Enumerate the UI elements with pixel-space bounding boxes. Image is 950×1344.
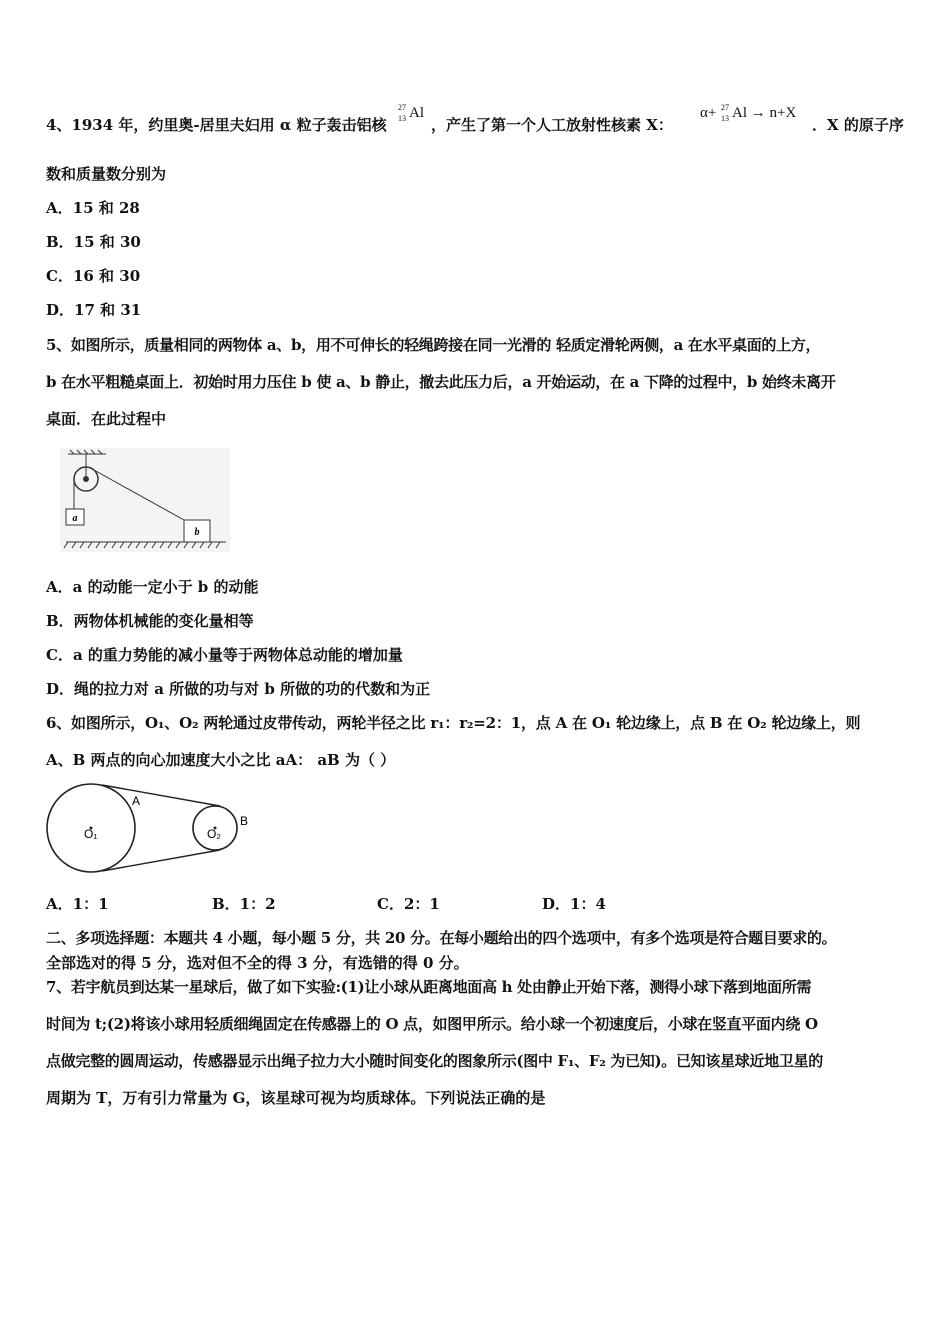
q4-option-c: C．16 和 30: [46, 267, 141, 285]
pulley-axle: [83, 476, 89, 482]
q6-stem-line2: A、B 两点的向心加速度大小之比 aA： aB 为（ ）: [46, 751, 396, 769]
nucleus-charge: 13: [398, 114, 406, 123]
q5-option-d: D．绳的拉力对 a 所做的功与对 b 所做的功的代数和为正: [46, 680, 431, 698]
q5-stem-line1: 5、如图所示，质量相同的两物体 a、b，用不可伸长的轻绳跨接在同一光滑的 轻质定滑轮两侧，a 在水平桌面的上方，: [46, 336, 821, 354]
label-point-b: B: [240, 814, 249, 828]
q6-option-a: A．1：1: [46, 895, 109, 913]
q6-option-b: B．1：2: [212, 895, 276, 913]
section2-line1: 二、多项选择题：本题共 4 小题，每小题 5 分，共 20 分。在每小题给出的四个选项中，有多个选项是符合题目要求的。: [46, 929, 837, 947]
q4-stem-part1: 4、1934 年，约里奥-居里夫妇用 α 粒子轰击铝核: [46, 116, 387, 134]
q7-line1: 7、若宇航员到达某一星球后，做了如下实验:(1)让小球从距离地面高 h 处由静止开始下落，测得小球下落到地面所需: [46, 978, 812, 996]
q4-stem-line1: [46, 115, 387, 135]
q4-option-a: A．15 和 28: [46, 199, 140, 217]
q7-line4: 周期为 T，万有引力常量为 G，该星球可视为均质球体。下列说法正确的是: [46, 1089, 546, 1107]
q4-stem-part2: ，产生了第一个人工放射性核素 X：: [431, 116, 673, 134]
q4-stem-part3: ．X 的原子序: [812, 116, 904, 134]
q4-option-b: B．15 和 30: [46, 233, 141, 251]
reaction-mass: 27: [721, 103, 729, 112]
q7-line3: 点做完整的圆周运动，传感器显示出绳子拉力大小随时间变化的图象所示(图中 F₁、F₂ 为已知)。已知该星球近地卫星的: [46, 1052, 823, 1070]
label-o1: O₁: [84, 827, 98, 841]
nucleus-symbol: Al: [409, 105, 424, 121]
block-b-label: b: [194, 527, 200, 538]
label-point-a: A: [132, 794, 141, 808]
reaction-rest: Al → n+X: [732, 105, 797, 121]
q5-option-c: C．a 的重力势能的减小量等于两物体总动能的增加量: [46, 646, 403, 664]
q5-option-b: B．两物体机械能的变化量相等: [46, 612, 254, 630]
q6-option-c: C．2：1: [377, 895, 440, 913]
q7-line2: 时间为 t;(2)将该小球用轻质细绳固定在传感器上的 O 点，如图甲所示。给小球一个初速度后，小球在竖直平面内绕 O: [46, 1015, 818, 1033]
q6-stem-line1: 6、如图所示，O₁、O₂ 两轮通过皮带传动，两轮半径之比 r₁：r₂=2：1，点 A 在 O₁ 轮边缘上，点 B 在 O₂ 轮边缘上，则: [46, 714, 861, 732]
reaction-charge: 13: [721, 114, 729, 123]
q4-option-d: D．17 和 31: [46, 301, 142, 319]
pulley-figure: [60, 448, 230, 552]
q4-stem-line2: 数和质量数分别为: [46, 165, 167, 183]
q5-stem-line2: b 在水平粗糙桌面上．初始时用力压住 b 使 a、b 静止，撤去此压力后，a 开始运动，在 a 下降的过程中，b 始终未离开: [46, 373, 836, 391]
block-a-label: a: [72, 513, 78, 524]
q6-option-d: D．1：4: [542, 895, 606, 913]
q5-option-a: A．a 的动能一定小于 b 的动能: [46, 578, 259, 596]
section2-line2: 全部选对的得 5 分，选对但不全的得 3 分，有选错的得 0 分。: [46, 954, 469, 972]
label-o2: O₂: [207, 827, 221, 841]
q5-stem-line3: 桌面．在此过程中: [46, 410, 167, 428]
belt-drive-figure: [44, 780, 264, 876]
reaction-alpha: α+: [700, 105, 717, 121]
nucleus-mass: 27: [398, 103, 406, 112]
